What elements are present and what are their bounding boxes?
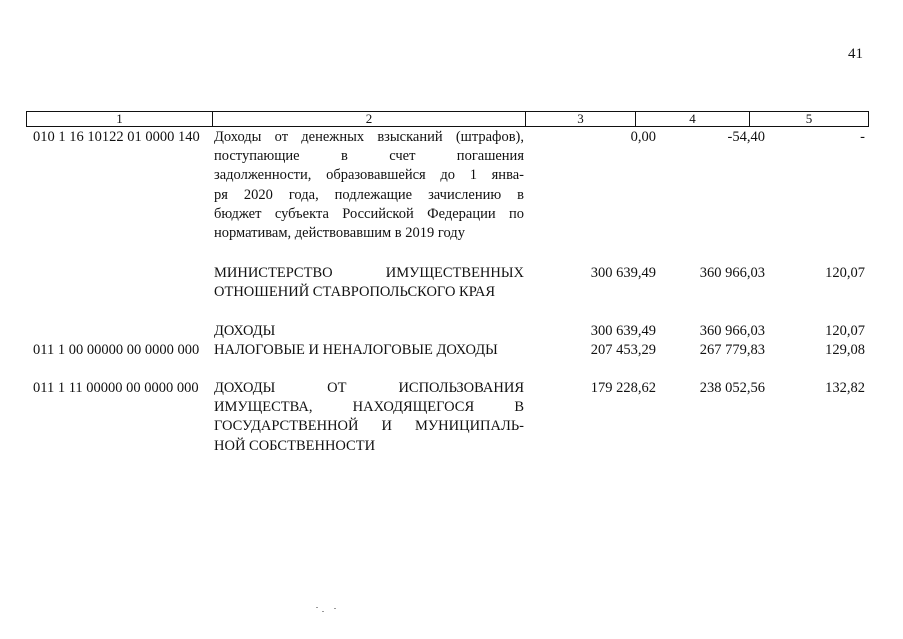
table-row — [26, 379, 869, 457]
table-row — [26, 341, 869, 361]
scan-speck — [334, 608, 336, 609]
description-line: задолженности, образовавшейся до 1 янва- — [214, 167, 524, 184]
description-line: НАЛОГОВЫЕ И НЕНАЛОГОВЫЕ ДОХОДЫ — [214, 342, 498, 358]
row-value-col4: 360 966,03 — [699, 323, 765, 339]
row-code: 011 1 00 00000 00 0000 000 — [33, 342, 200, 358]
row-description — [214, 128, 524, 243]
row-value-col3: 300 639,49 — [590, 265, 656, 281]
row-description — [214, 341, 524, 360]
page-number: 41 — [848, 46, 863, 62]
header-col-1: 1 — [27, 112, 213, 126]
description-line: ГОСУДАРСТВЕННОЙ И МУНИЦИПАЛЬ- — [214, 418, 524, 435]
table-header — [26, 111, 869, 127]
description-line: ря 2020 года, подлежащие зачислению в — [214, 186, 524, 203]
header-col-5: 5 — [805, 111, 813, 126]
row-value-col5: 120,07 — [825, 323, 865, 339]
header-col-2: 2 — [213, 112, 526, 126]
table-row — [26, 264, 869, 304]
row-value-col4: 267 779,83 — [699, 342, 765, 358]
row-value-col5: 129,08 — [825, 342, 865, 358]
row-value-col4: -54,40 — [727, 129, 765, 145]
description-line: ОТНОШЕНИЙ СТАВРОПОЛЬСКОГО КРАЯ — [214, 284, 496, 301]
row-code: 011 1 11 00000 00 0000 000 — [33, 380, 199, 396]
description-line: МИНИСТЕРСТВО ИМУЩЕСТВЕННЫХ — [214, 265, 524, 281]
description-line: НОЙ СОБСТВЕННОСТИ — [214, 437, 376, 454]
header-col-3: 3 — [526, 112, 636, 126]
row-value-col5: - — [860, 129, 865, 145]
description-line: поступающие в счет погашения — [214, 148, 524, 165]
description-line: нормативам, действовавшим в 2019 году — [214, 224, 465, 241]
table-row — [26, 128, 869, 244]
row-value-col5: 120,07 — [825, 265, 865, 281]
row-value-col3: 207 453,29 — [590, 342, 656, 358]
row-value-col3: 300 639,49 — [590, 323, 656, 339]
row-value-col3: 179 228,62 — [590, 380, 656, 396]
row-description — [214, 264, 524, 302]
row-value-col3: 0,00 — [630, 129, 656, 145]
description-line: ДОХОДЫ — [214, 323, 276, 339]
description-line: бюджет субъекта Российской Федерации по — [214, 205, 524, 222]
row-value-col4: 238 052,56 — [699, 380, 765, 396]
row-code: 010 1 16 10122 01 0000 140 — [33, 129, 200, 145]
header-col-4: 4 — [636, 112, 750, 126]
description-line: ИМУЩЕСТВА, НАХОДЯЩЕГОСЯ В — [214, 399, 524, 416]
description-line: Доходы от денежных взысканий (штрафов), — [214, 129, 524, 145]
row-description — [214, 322, 524, 341]
row-value-col5: 132,82 — [825, 380, 865, 396]
scan-speck — [316, 607, 318, 608]
scan-speck — [322, 611, 324, 612]
table-row — [26, 322, 869, 342]
row-value-col4: 360 966,03 — [699, 265, 765, 281]
row-description — [214, 379, 524, 456]
description-line: ДОХОДЫ ОТ ИСПОЛЬЗОВАНИЯ — [214, 380, 524, 396]
